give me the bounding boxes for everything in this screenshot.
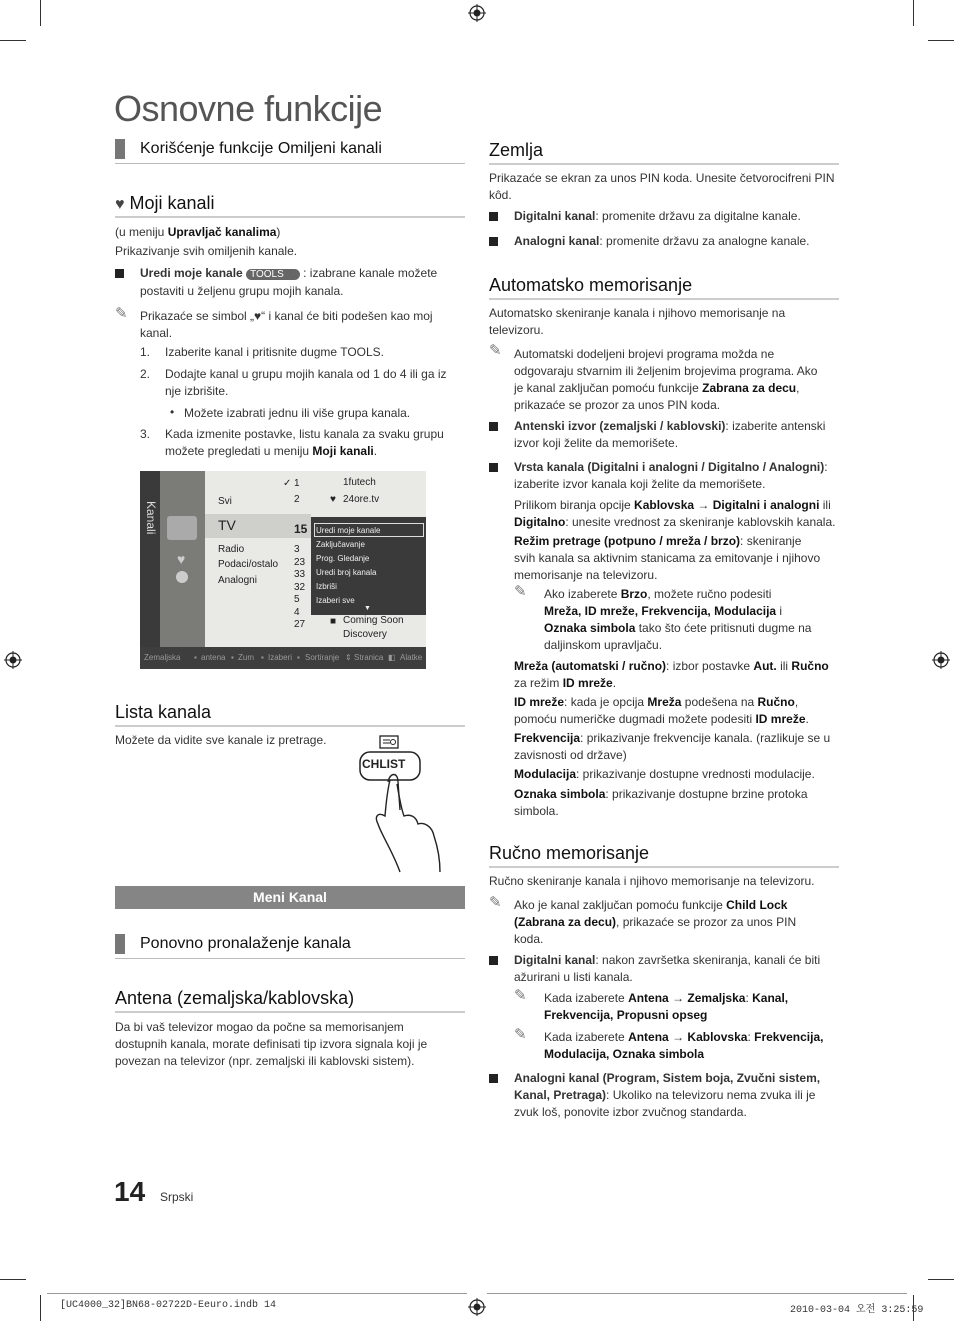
bottom-label: Sortiranje xyxy=(305,653,340,662)
bullet-dot: • xyxy=(170,405,175,419)
note: Ako izaberete Brzo, možete ručno podesiti Mreža, ID mreže, Frekvencija, Modulacija i Oznaka simbola tako što ćete pritisnuti dugme na daljinskom upravljaču. xyxy=(544,587,812,652)
note: Prikazaće se simbol „♥“ i kanal će biti podešen kao moj kanal. xyxy=(140,309,433,340)
sub-paragraph: Mreža (automatski / ručno): izbor postavke Aut. ili Ručno za režim ID mreže. xyxy=(514,659,829,690)
sub-paragraph: Režim pretrage (potpuno / mreža / brzo): skeniranje svih kanala sa aktivnim stanicama za emitovanje i njihovo memorisanje na televizoru. xyxy=(514,534,821,582)
page-title: Osnovne funkcije xyxy=(114,88,383,129)
note-pencil-icon: ✎ xyxy=(514,1026,527,1043)
bullet-item: Vrsta kanala (Digitalni i analogni / Digitalno / Analogni): izaberite izvor kanala koji želite da memorišete. xyxy=(489,459,839,493)
description: Da bi vaš televizor mogao da počne sa memorisanjem dostupnih kanala, morate definisati tip izvora signala koji je povezan na televizor (npr. zemaljski ili kablovski sistem). xyxy=(115,1020,428,1068)
description: Ručno skeniranje kanala i njihovo memorisanje na televizoru. xyxy=(489,874,815,888)
tools-badge: TOOLS xyxy=(246,269,300,280)
zemlja-heading: Zemlja xyxy=(489,140,839,165)
section-title: Korišćenje funkcije Omiljeni kanali xyxy=(140,140,382,157)
bottom-label: Zemaljska xyxy=(144,653,181,662)
antena-heading: Antena (zemaljska/kablovska) xyxy=(115,988,465,1013)
automatsko-heading: Automatsko memorisanje xyxy=(489,275,839,300)
description: Prikazaće se ekran za unos PIN koda. Unesite četvorocifreni PIN kôd. xyxy=(489,171,835,202)
group-tv[interactable]: TV xyxy=(218,517,236,533)
sub-paragraph: Prilikom biranja opcije Kablovska → Digitalni i analogni ili Digitalno: unesite vrednost za skeniranje kablovskih kanala. xyxy=(514,498,836,529)
step-number: 3. xyxy=(140,427,151,441)
lock-icon: ■ xyxy=(330,616,337,627)
note-pencil-icon: ✎ xyxy=(514,987,527,1004)
c-button-icon: ▪ xyxy=(261,653,264,662)
chevron-down-icon: ▼ xyxy=(364,605,371,612)
bottom-label: Izaberi xyxy=(268,653,293,662)
note-pencil-icon: ✎ xyxy=(115,305,128,322)
channel-number: 2 xyxy=(294,494,300,505)
description: Prikazivanje svih omiljenih kanale. xyxy=(115,244,298,258)
bullet-item: Antenski izvor (zemaljski / kablovski): izaberite antenski izvor koji želite da memorišete. xyxy=(489,418,839,452)
heart-icon: ♥ xyxy=(177,551,186,567)
section-bar xyxy=(115,934,465,959)
menu-item[interactable]: Uredi broj kanala xyxy=(316,568,377,577)
registration-mark-icon xyxy=(4,651,22,669)
group-radio[interactable]: Radio xyxy=(218,544,245,555)
moji-kanali-heading: ♥ Moji kanali xyxy=(115,193,465,218)
d-button-icon: ▪ xyxy=(297,653,300,662)
bullet-item: Uredi moje kanale TOOLS : izabrane kanale možete postaviti u željenu grupu mojih kanala. xyxy=(115,265,465,301)
bullet-item: Digitalni kanal: nakon završetka skeniranja, kanali će biti ažurirani u listi kanala. xyxy=(489,952,839,986)
note: Ako je kanal zaključan pomoću funkcije Child Lock (Zabrana za decu), prikazaće se prozor za unos PIN koda. xyxy=(514,898,797,946)
note: Automatski dodeljeni brojevi programa možda ne odgovaraju stvarnim ili željenim brojevima programa. Ako je kanal zaključan pomoću funkcije Zabrana za decu, prikazaće se prozor za unos PIN koda. xyxy=(514,347,818,412)
lista-kanala-heading: Lista kanala xyxy=(115,702,465,727)
heart-icon: ♥ xyxy=(330,494,336,505)
tools-popup-menu xyxy=(311,517,426,615)
menu-item[interactable]: Prog. Gledanje xyxy=(316,554,370,563)
registration-mark-icon xyxy=(468,1298,486,1316)
menu-item[interactable]: Izaberi sve xyxy=(316,596,355,605)
heart-icon: ♥ xyxy=(115,196,125,213)
section-title: Ponovno pronalaženje kanala xyxy=(140,935,351,952)
note-pencil-icon: ✎ xyxy=(489,342,502,359)
crop-mark xyxy=(913,0,914,26)
side-label: Kanali xyxy=(144,501,158,535)
note: Kada izaberete Antena → Zemaljska: Kanal, Frekvencija, Propusni opseg xyxy=(544,991,789,1022)
group-analogni[interactable]: Analogni xyxy=(218,575,257,586)
bottom-label: antena xyxy=(201,653,226,662)
registration-mark-icon xyxy=(468,4,486,22)
crop-mark xyxy=(928,40,954,41)
bottom-label: Zum xyxy=(238,653,254,662)
footer-line xyxy=(47,1293,467,1294)
bullet-item: Analogni kanal: promenite državu za analogne kanale. xyxy=(489,233,839,250)
bullet-item: Digitalni kanal: promenite državu za digitalne kanale. xyxy=(489,208,839,225)
registration-mark-icon xyxy=(932,651,950,669)
footer-line xyxy=(487,1293,907,1294)
note-pencil-icon: ✎ xyxy=(514,583,527,600)
crop-mark xyxy=(40,1295,41,1321)
step-text: Dodajte kanal u grupu mojih kanala od 1 do 4 ili ga iz nje izbrišite. xyxy=(165,367,447,398)
dot-icon xyxy=(176,571,188,583)
tv-icon xyxy=(167,516,197,540)
tools-icon: ◧ xyxy=(388,653,396,662)
check-icon: ✓ xyxy=(283,478,292,489)
remote-hand-illustration xyxy=(352,732,452,874)
note-pencil-icon: ✎ xyxy=(489,894,502,911)
step-number: 2. xyxy=(140,367,151,381)
channel-number-selected: 15 xyxy=(294,522,308,536)
page-number: 14 xyxy=(114,1176,146,1207)
footer-date: 2010-03-04 오전 3:25:59 xyxy=(790,1305,924,1316)
step-text: Kada izmenite postavke, listu kanala za svaku grupu možete pregledati u meniju Moji kanali. xyxy=(165,427,444,458)
group-podaci[interactable]: Podaci/ostalo xyxy=(218,559,279,570)
menu-item[interactable]: Zaključavanje xyxy=(316,540,365,549)
channel-numbers: 3 23 33 32 5 4 27 xyxy=(294,544,306,630)
crop-mark xyxy=(0,40,26,41)
rucno-heading: Ručno memorisanje xyxy=(489,843,839,868)
bottom-label: Alatke xyxy=(400,653,423,662)
bottom-label: Stranica xyxy=(354,653,384,662)
section-bar xyxy=(115,139,465,164)
channel-number: 1 xyxy=(294,478,300,489)
menu-item[interactable]: Uredi moje kanale xyxy=(316,526,381,535)
bullet-item: Analogni kanal (Program, Sistem boja, Zvučni sistem, Kanal, Pretraga): Ukoliko na televizoru nema zvuka ili je zvuk loš, ponovite izbor zvučnog standarda. xyxy=(489,1070,839,1122)
sub-paragraph: ID mreže: kada je opcija Mreža podešena na Ručno, pomoću numeričke dugmadi možete podesiti ID mreže. xyxy=(514,695,809,726)
crop-mark xyxy=(0,1279,26,1280)
step-number: 1. xyxy=(140,345,151,359)
channel-name: 24ore.tv xyxy=(343,494,380,505)
menu-path: (u meniju Upravljač kanalima) xyxy=(115,225,281,239)
step-text: Izaberite kanal i pritisnite dugme TOOLS. xyxy=(165,345,384,359)
description: Možete da vidite sve kanale iz pretrage. xyxy=(115,733,327,747)
a-button-icon: ▪ xyxy=(194,653,197,662)
footer-file: [UC4000_32]BN68-02722D-Eeuro.indb 14 xyxy=(60,1300,277,1311)
sub-item: Možete izabrati jednu ili više grupa kanala. xyxy=(184,406,411,420)
channel-name: 1futech xyxy=(343,477,376,488)
b-button-icon: ▪ xyxy=(231,653,234,662)
sub-paragraph: Oznaka simbola: prikazivanje dostupne brzine protoka simbola. xyxy=(514,787,808,818)
sub-paragraph: Modulacija: prikazivanje dostupne vrednosti modulacije. xyxy=(514,767,815,781)
group-svi[interactable]: Svi xyxy=(218,496,232,507)
channel-name: Coming Soon xyxy=(343,615,404,626)
crop-mark xyxy=(40,0,41,26)
channel-name: Discovery xyxy=(343,629,387,640)
updown-icon: ⇕ xyxy=(345,653,352,662)
tv-channel-list-screen xyxy=(140,471,426,669)
description: Automatsko skeniranje kanala i njihovo memorisanje na televizoru. xyxy=(489,306,786,337)
page-language: Srpski xyxy=(160,1190,194,1204)
sub-paragraph: Frekvencija: prikazivanje frekvencije kanala. (razlikuje se u zavisnosti od države) xyxy=(514,731,831,762)
note: Kada izaberete Antena → Kablovska: Frekvencija, Modulacija, Oznaka simbola xyxy=(544,1030,824,1061)
chlist-button[interactable]: CHLIST xyxy=(362,757,406,771)
meni-kanal-bar: Meni Kanal xyxy=(115,886,465,909)
crop-mark xyxy=(928,1279,954,1280)
menu-item[interactable]: Izbriši xyxy=(316,582,337,591)
